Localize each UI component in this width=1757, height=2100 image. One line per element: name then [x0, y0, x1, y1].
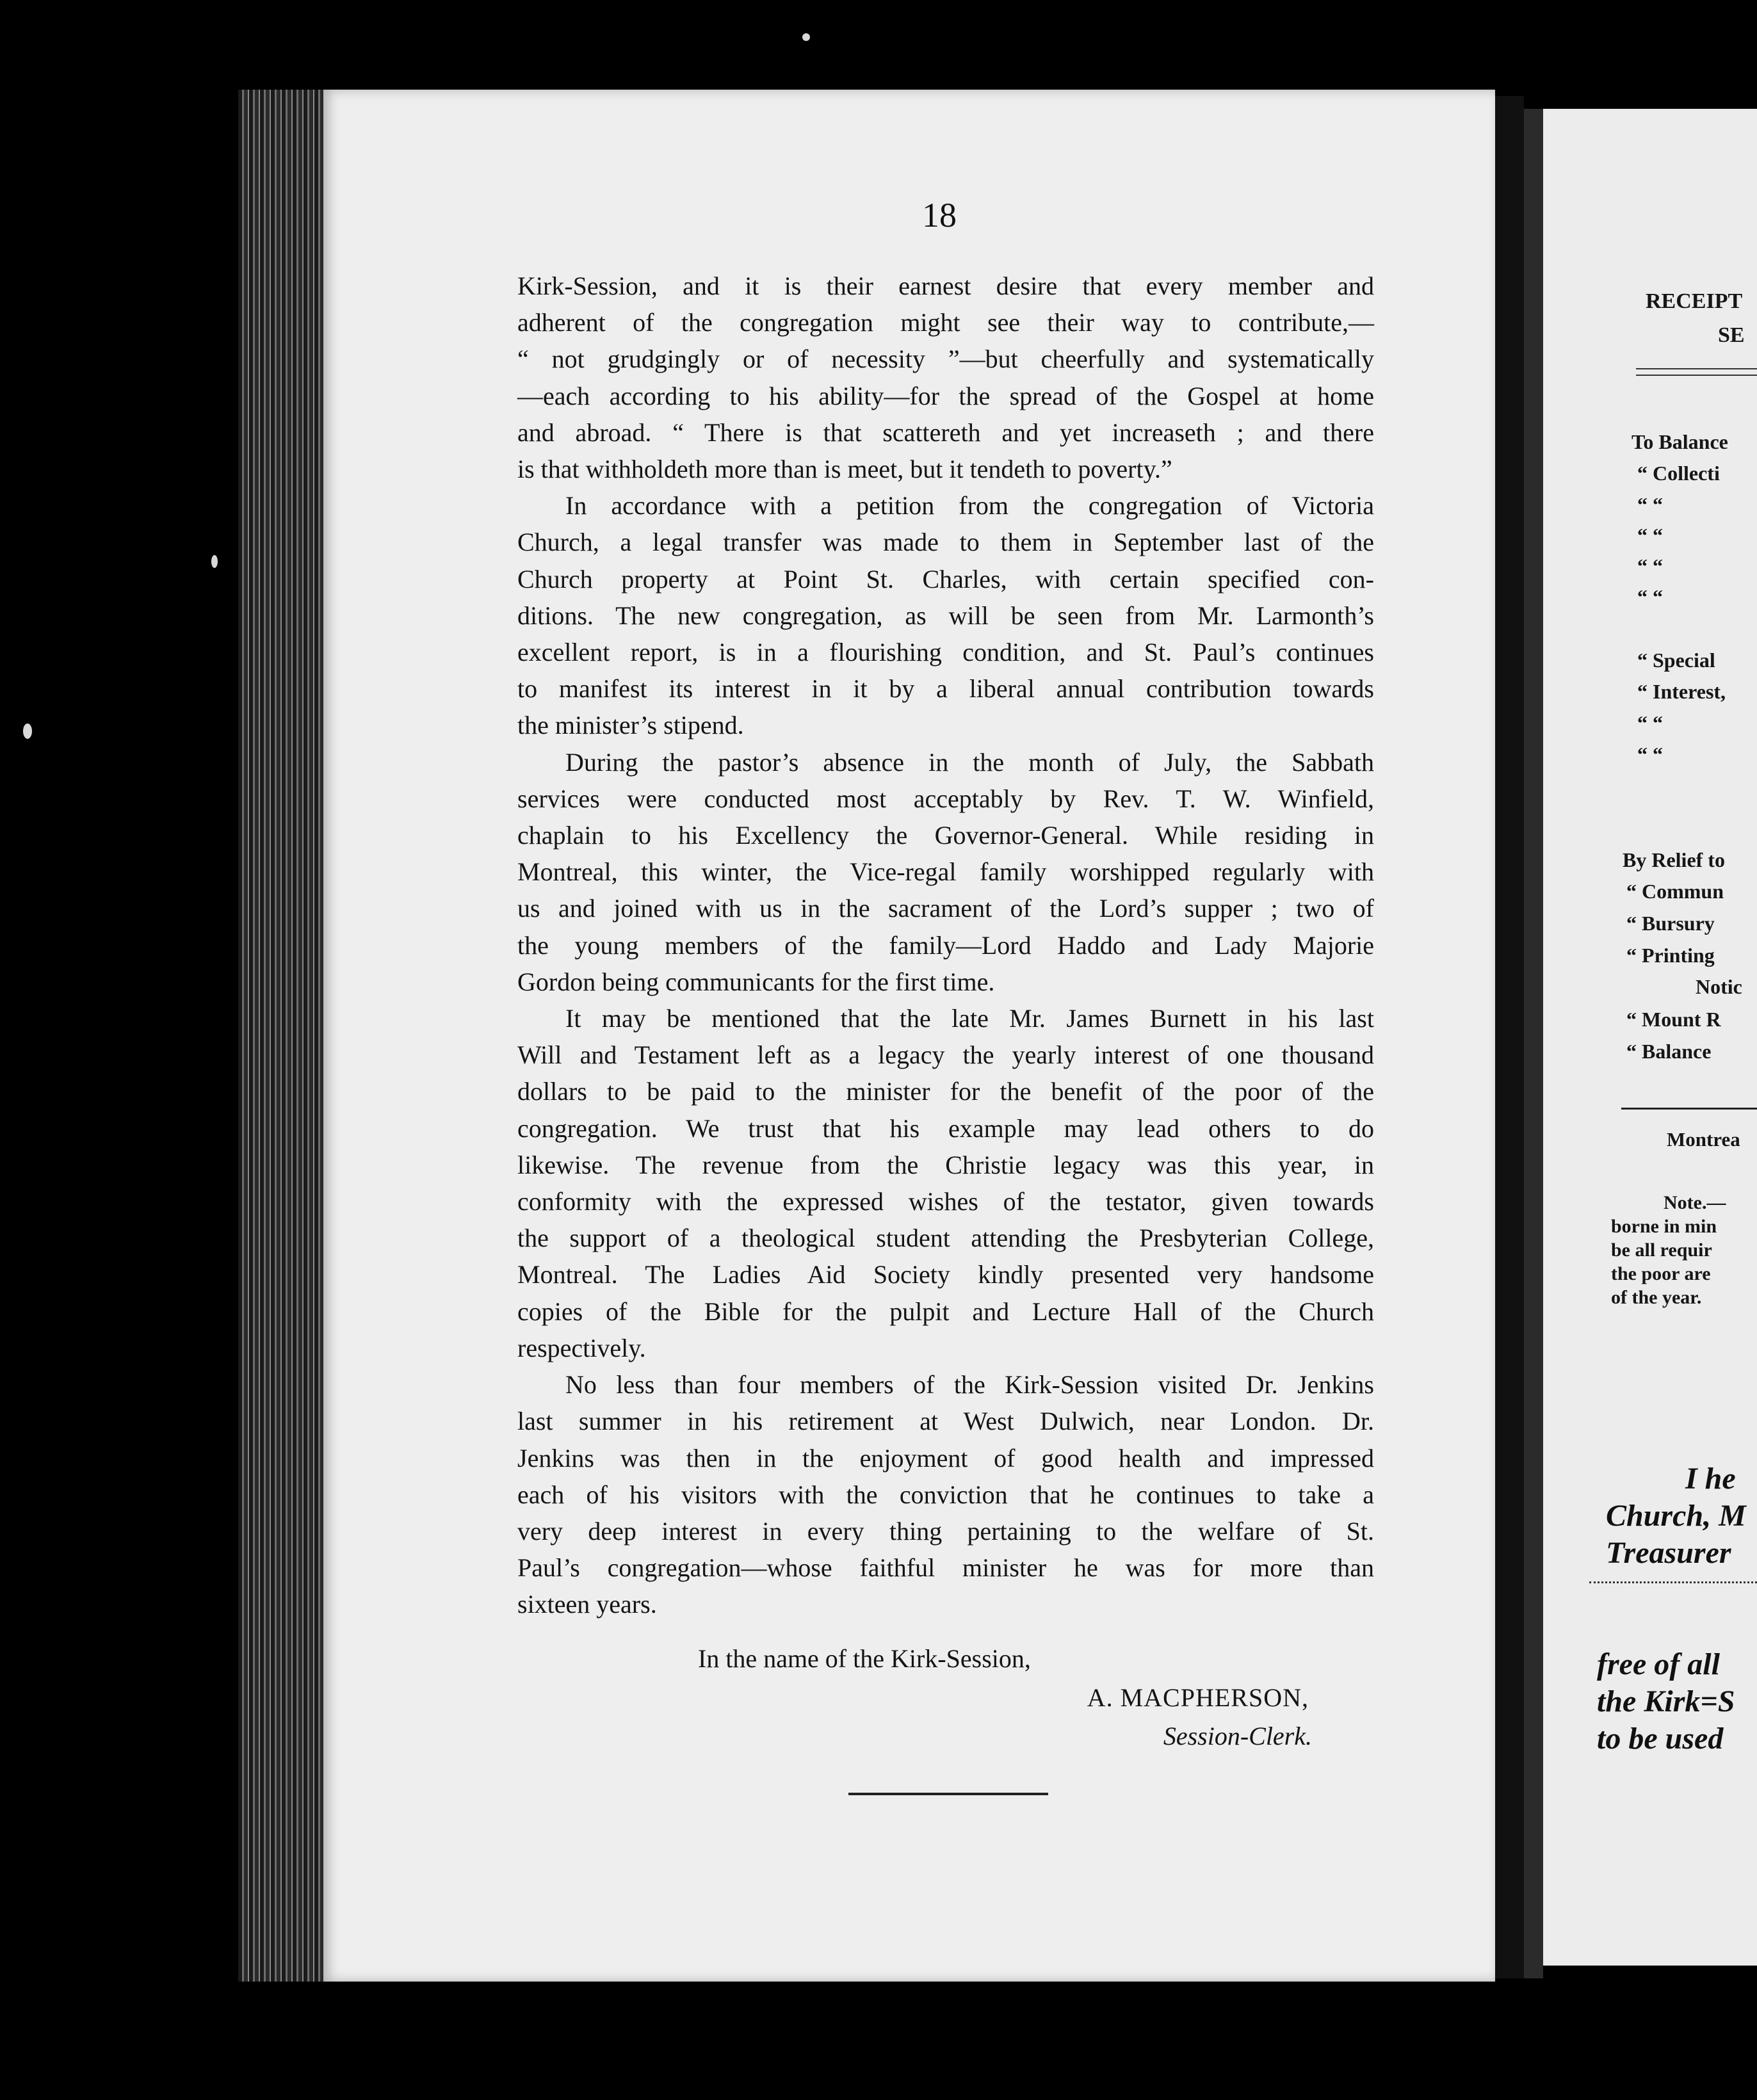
book-gutter	[1495, 96, 1524, 1978]
payment-line: “ Commun	[1626, 880, 1724, 903]
right-page-title-line1: RECEIPT	[1646, 289, 1743, 313]
text-line: sixteen years.	[517, 1590, 657, 1619]
text-line: “ not grudgingly or of necessity ”—but cheerfully and systematically	[517, 344, 1374, 374]
receipt-line: “ “	[1637, 493, 1663, 516]
text-line: Montreal, this winter, the Vice-regal family worshipped regularly with	[517, 857, 1374, 887]
script-a-line: I he	[1685, 1462, 1736, 1496]
text-line: —each according to his ability—for the spread of the Gospel at home	[517, 381, 1374, 410]
page-number: 18	[922, 196, 957, 234]
receipt-line: “ “	[1637, 585, 1663, 608]
text-line: us and joined with us in the sacrament of the Lord’s supper ; two of	[517, 894, 1374, 923]
book-gutter-inner	[1524, 109, 1543, 1978]
receipt-line: “ Interest,	[1637, 680, 1726, 703]
notes-line: the poor are	[1611, 1263, 1711, 1284]
text-line: Church property at Point St. Charles, with certain specified con-	[517, 564, 1374, 594]
page-edges	[238, 90, 328, 1982]
receipt-line: To Balance	[1632, 430, 1728, 453]
payment-line: “ Printing	[1626, 944, 1715, 967]
text-line: ditions. The new congregation, as will be seen from Mr. Larmonth’s	[517, 601, 1374, 630]
signer-name: A. MACPHERSON,	[1087, 1683, 1309, 1712]
receipt-line: “ Collecti	[1637, 462, 1720, 485]
text-line: adherent of the congregation might see their way to contribute,—	[517, 308, 1374, 337]
payment-line: Notic	[1696, 975, 1742, 998]
text-line: respectively.	[517, 1333, 646, 1362]
text-line: chaplain to his Excellency the Governor-General. While residing in	[517, 821, 1374, 850]
text-line: the minister’s stipend.	[517, 711, 744, 740]
script-b-line: free of all	[1597, 1647, 1720, 1681]
script-b-line: the Kirk=S	[1597, 1684, 1735, 1718]
text-line: It may be mentioned that the late Mr. James Burnett in his last	[565, 1004, 1374, 1033]
end-rule	[848, 1793, 1048, 1795]
text-line: dollars to be paid to the minister for the benefit of the poor of the	[517, 1077, 1374, 1106]
closing-line: In the name of the Kirk-Session,	[698, 1644, 1031, 1673]
text-line: conformity with the expressed wishes of the testator, given towards	[517, 1187, 1374, 1216]
payment-line: “ Mount R	[1626, 1008, 1721, 1031]
right-page-title-line2: SE	[1718, 323, 1745, 347]
text-line: likewise. The revenue from the Christie legacy was this year, in	[517, 1150, 1374, 1179]
place-line: Montrea	[1667, 1128, 1740, 1151]
right-page-rule	[1621, 1108, 1757, 1110]
payment-line: “ Bursury	[1626, 912, 1715, 935]
right-page-rule	[1636, 375, 1757, 376]
notes-line: be all requir	[1611, 1240, 1712, 1261]
text-line: Kirk-Session, and it is their earnest desire that every member and	[517, 271, 1374, 300]
text-line: the young members of the family—Lord Haddo and Lady Majorie	[517, 930, 1374, 960]
text-line: Will and Testament left as a legacy the yearly interest of one thousand	[517, 1040, 1374, 1070]
text-line: the support of a theological student attending the Presbyterian College,	[517, 1224, 1374, 1253]
notes-line: borne in min	[1611, 1216, 1717, 1237]
receipt-line: “ “	[1637, 554, 1663, 578]
text-line: copies of the Bible for the pulpit and Lecture Hall of the Church	[517, 1296, 1374, 1326]
right-page-rule	[1636, 368, 1757, 369]
receipt-line: “ Special	[1637, 649, 1715, 672]
signer-title: Session-Clerk.	[1163, 1722, 1312, 1750]
body-text	[517, 268, 1374, 1623]
text-line: Church, a legal transfer was made to them in September last of the	[517, 528, 1374, 557]
receipt-line: “ “	[1637, 711, 1663, 734]
notes-line: of the year.	[1611, 1287, 1702, 1308]
receipt-line: “ “	[1637, 743, 1663, 766]
text-line: In accordance with a petition from the congregation of Victoria	[565, 491, 1374, 521]
text-line: is that withholdeth more than is meet, but it tendeth to poverty.”	[517, 455, 1172, 484]
text-line: No less than four members of the Kirk-Session visited Dr. Jenkins	[565, 1370, 1374, 1400]
text-line: Jenkins was then in the enjoyment of good health and impressed	[517, 1443, 1374, 1473]
dotted-rule	[1589, 1581, 1757, 1583]
text-line: very deep interest in every thing pertaining to the welfare of St.	[517, 1516, 1374, 1546]
script-b-line: to be used	[1597, 1722, 1724, 1756]
text-line: During the pastor’s absence in the month of July, the Sabbath	[565, 747, 1374, 777]
payment-line: “ Balance	[1626, 1040, 1712, 1063]
text-line: Gordon being communicants for the first time.	[517, 967, 995, 996]
text-line: services were conducted most acceptably by Rev. T. W. Winfield,	[517, 784, 1374, 813]
dust-speck	[211, 555, 218, 568]
text-line: Montreal. The Ladies Aid Society kindly presented very handsome	[517, 1260, 1374, 1289]
text-line: congregation. We trust that his example may lead others to do	[517, 1113, 1374, 1143]
script-a-line: Treasurer	[1606, 1536, 1731, 1570]
script-a-line: Church, M	[1606, 1499, 1746, 1533]
text-line: to manifest its interest in it by a liberal annual contribution towards	[517, 674, 1374, 704]
notes-line: Note.—	[1664, 1192, 1726, 1213]
text-line: and abroad. “ There is that scattereth and yet increaseth ; and there	[517, 417, 1374, 447]
text-line: each of his visitors with the conviction that he continues to take a	[517, 1480, 1374, 1509]
dust-speck	[802, 33, 810, 41]
text-line: Paul’s congregation—whose faithful minister he was for more than	[517, 1553, 1374, 1583]
receipt-line: “ “	[1637, 524, 1663, 547]
text-line: excellent report, is in a flourishing condition, and St. Paul’s continues	[517, 638, 1374, 667]
dust-speck	[23, 723, 32, 739]
text-line: last summer in his retirement at West Dulwich, near London. Dr.	[517, 1407, 1374, 1436]
payment-line: By Relief to	[1623, 848, 1725, 871]
